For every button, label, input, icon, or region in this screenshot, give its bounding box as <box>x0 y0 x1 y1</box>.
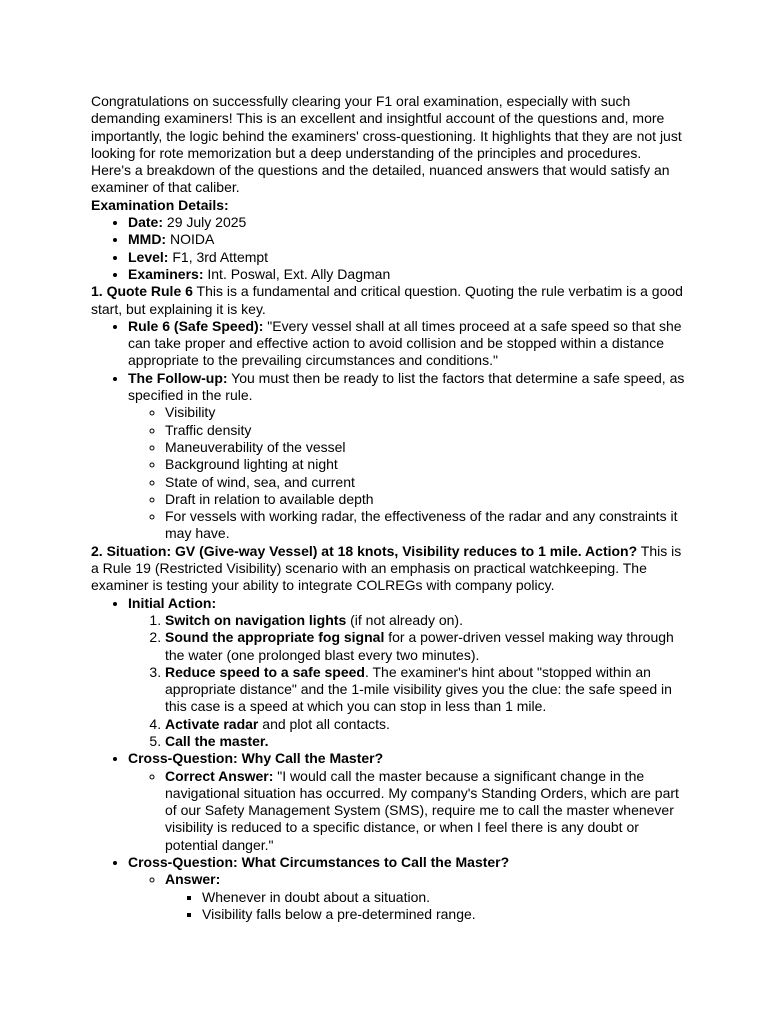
answer-item: ◦ Answer: ▪ Whenever in doubt about a situation. ▪ Visibility falls below a pre-determined range. <box>165 871 685 923</box>
rule-6-quote: • Rule 6 (Safe Speed): "Every vessel shall at all times proceed at a safe speed so that she can take proper and effective action to avoid collision and be stopped within a distance appropriate to the prevailing circumstances and conditions." <box>128 318 685 370</box>
safe-speed-factor: ◦ State of wind, sea, and current <box>165 474 685 491</box>
initial-action-item: • Initial Action: 1. Switch on navigation lights (if not already on). 2. Sound the appropriate fog signal for a power-driven vessel making way through the water (one prolonged blast every two minutes). 3. Reduce speed to a safe speed. The examiner's hint about "stopped within an appropriate distance" and the 1-mile visibility gives you the clue: the safe speed in this case is a speed at which you can stop in less than 1 mile. 4. Activate radar and plot all contacts. 5. Call the master. <box>128 595 685 751</box>
safe-speed-factors-list <box>128 404 685 542</box>
rule-6-follow-up: • The Follow-up: You must then be ready to list the factors that determine a safe speed, as specified in the rule. ◦ Visibility ◦ Traffic density ◦ Maneuverability of the vessel ◦ Background lighting at night ◦ State of wind, sea, and current ◦ Draft in relation to available depth ◦ For vessels with working radar, the effectiveness of the radar and any constraints it may have. <box>128 370 685 543</box>
action-step: 2. Sound the appropriate fog signal for a power-driven vessel making way through the water (one prolonged blast every two minutes). <box>165 629 685 664</box>
cross-question-when-call-master: • Cross-Question: What Circumstances to Call the Master? ◦ Answer: ▪ Whenever in doubt about a situation. ▪ Visibility falls below a pre-determined range. <box>128 854 685 923</box>
question-2-list <box>91 595 685 924</box>
detail-item-level: • Level: F1, 3rd Attempt <box>128 249 685 266</box>
question-1-list <box>91 318 685 543</box>
document-body <box>91 93 685 923</box>
question-1-title: 1. Quote Rule 6 <box>91 283 193 300</box>
correct-answer: ◦ Correct Answer: "I would call the master because a significant change in the navigational situation has occurred. My company's Standing Orders, which are part of our Safety Management System (SMS), require me to call the master whenever visibility is reduced to a specific distance, or when I feel there is any doubt or potential danger." <box>165 768 685 854</box>
circumstance-item: ▪ Visibility falls below a pre-determined range. <box>202 906 685 923</box>
cross-question-why-call-master: • Cross-Question: Why Call the Master? ◦ Correct Answer: "I would call the master because a significant change in the navigational situation has occurred. My company's Standing Orders, which are part of our Safety Management System (SMS), require me to call the master whenever visibility is reduced to a specific distance, or when I feel there is any doubt or potential danger." <box>128 750 685 854</box>
initial-action-steps <box>128 612 685 750</box>
detail-item-examiners: • Examiners: Int. Poswal, Ext. Ally Dagman <box>128 266 685 283</box>
safe-speed-factor: ◦ For vessels with working radar, the effectiveness of the radar and any constraints it may have. <box>165 508 685 543</box>
intro-paragraph: Congratulations on successfully clearing your F1 oral examination, especially with such demanding examiners! This is an excellent and insightful account of the questions and, more importantly, the logic behind the examiners' cross-questioning. It highlights that they are not just looking for rote memorization but a deep understanding of the principles and procedures. <box>91 93 682 161</box>
examination-details-list <box>91 214 685 283</box>
action-step: 3. Reduce speed to a safe speed. The examiner's hint about "stopped within an appropriate distance" and the 1-mile visibility gives you the clue: the safe speed in this case is a speed at which you can stop in less than 1 mile. <box>165 664 685 716</box>
question-1-paragraph: 1. Quote Rule 6 This is a fundamental and critical question. Quoting the rule verbatim is a good start, but explaining it is key. <box>91 283 683 317</box>
question-2-paragraph: 2. Situation: GV (Give-way Vessel) at 18 knots, Visibility reduces to 1 mile. Action? This is a Rule 19 (Restricted Visibility) scenario with an emphasis on practical watchkeeping. The examiner is testing your ability to integrate COLREGs with company policy. <box>91 542 682 594</box>
detail-item-mmd: • MMD: NOIDA <box>128 231 685 248</box>
cross-question-1-answers <box>128 768 685 854</box>
examination-details-heading: Examination Details: <box>91 196 229 213</box>
action-step: 4. Activate radar and plot all contacts. <box>165 716 685 733</box>
question-2-title: 2. Situation: GV (Give-way Vessel) at 18 knots, Visibility reduces to 1 mile. Action? <box>91 542 638 559</box>
circumstance-item: ▪ Whenever in doubt about a situation. <box>202 889 685 906</box>
safe-speed-factor: ◦ Visibility <box>165 404 685 421</box>
safe-speed-factor: ◦ Draft in relation to available depth <box>165 491 685 508</box>
detail-item-date: • Date: 29 July 2025 <box>128 214 685 231</box>
circumstances-list <box>165 889 685 924</box>
cross-question-2-answers <box>128 871 685 923</box>
safe-speed-factor: ◦ Traffic density <box>165 422 685 439</box>
safe-speed-factor: ◦ Maneuverability of the vessel <box>165 439 685 456</box>
intro-breakdown-paragraph: Here's a breakdown of the questions and the detailed, nuanced answers that would satisfy an examiner of that caliber. <box>91 162 670 196</box>
action-step: 5. Call the master. <box>165 733 685 750</box>
action-step: 1. Switch on navigation lights (if not already on). <box>165 612 685 629</box>
safe-speed-factor: ◦ Background lighting at night <box>165 456 685 473</box>
